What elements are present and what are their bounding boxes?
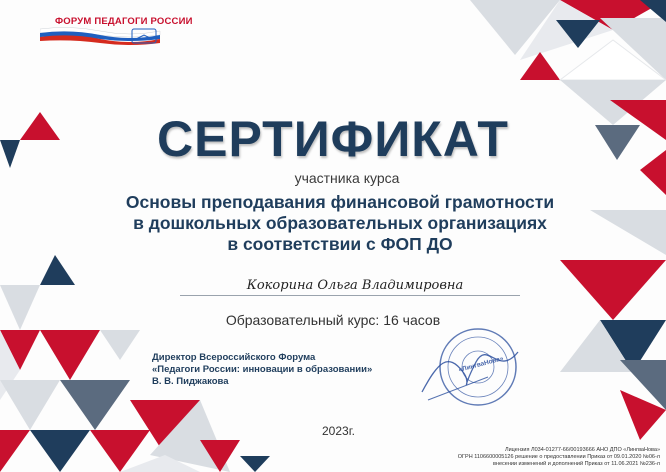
triangle-red	[560, 260, 666, 320]
license-line: внесении изменений и дополнений Приказ от 11.06.2021 №236-л	[493, 461, 660, 467]
triangle-light	[100, 330, 140, 360]
triangle-red	[0, 430, 30, 472]
license-info	[420, 447, 660, 468]
triangle-slate	[60, 380, 130, 430]
triangle-navy	[240, 456, 270, 472]
license-line: ОГРН 1106600005126 решение о предоставлении Приказ от 09.01.2020 №06-л	[457, 454, 660, 460]
course-hours: Образовательный курс: 16 часов	[225, 312, 441, 328]
triangle-navy	[30, 430, 90, 472]
logo-flag-icon	[40, 27, 170, 49]
course-title-line: в соответствии с ФОП ДО	[227, 234, 453, 254]
director-line: Директор Всероссийского Форума	[152, 352, 316, 363]
director-line: «Педагоги России: инновации в образовании»	[152, 364, 373, 375]
logo-text: ФОРУМ ПЕДАГОГИ РОССИИ	[55, 16, 193, 27]
name-underline	[180, 295, 520, 296]
certificate-year: 2023г.	[322, 424, 355, 438]
course-title-line: Основы преподавания финансовой грамотности	[125, 192, 555, 212]
course-title-line: в дошкольных образовательных организациях	[133, 213, 547, 233]
triangle-red	[40, 330, 100, 380]
director-block	[152, 352, 372, 388]
course-title	[60, 192, 620, 255]
triangle-light	[0, 380, 60, 430]
triangle-navy	[40, 255, 75, 285]
certificate-subtitle: участника курса	[294, 170, 400, 186]
stamp-center-text: «ЛингваНова»	[457, 355, 505, 374]
recipient-name: Кокорина Ольга Владимировна	[246, 278, 464, 293]
license-line: Лицензия Л034-01277-66/00193666 АНО ДПО «ЛингваНова»	[505, 447, 660, 453]
certificate-title: СЕРТИФИКАТ	[157, 111, 509, 167]
director-line: В. В. Пиджакова	[152, 376, 229, 387]
